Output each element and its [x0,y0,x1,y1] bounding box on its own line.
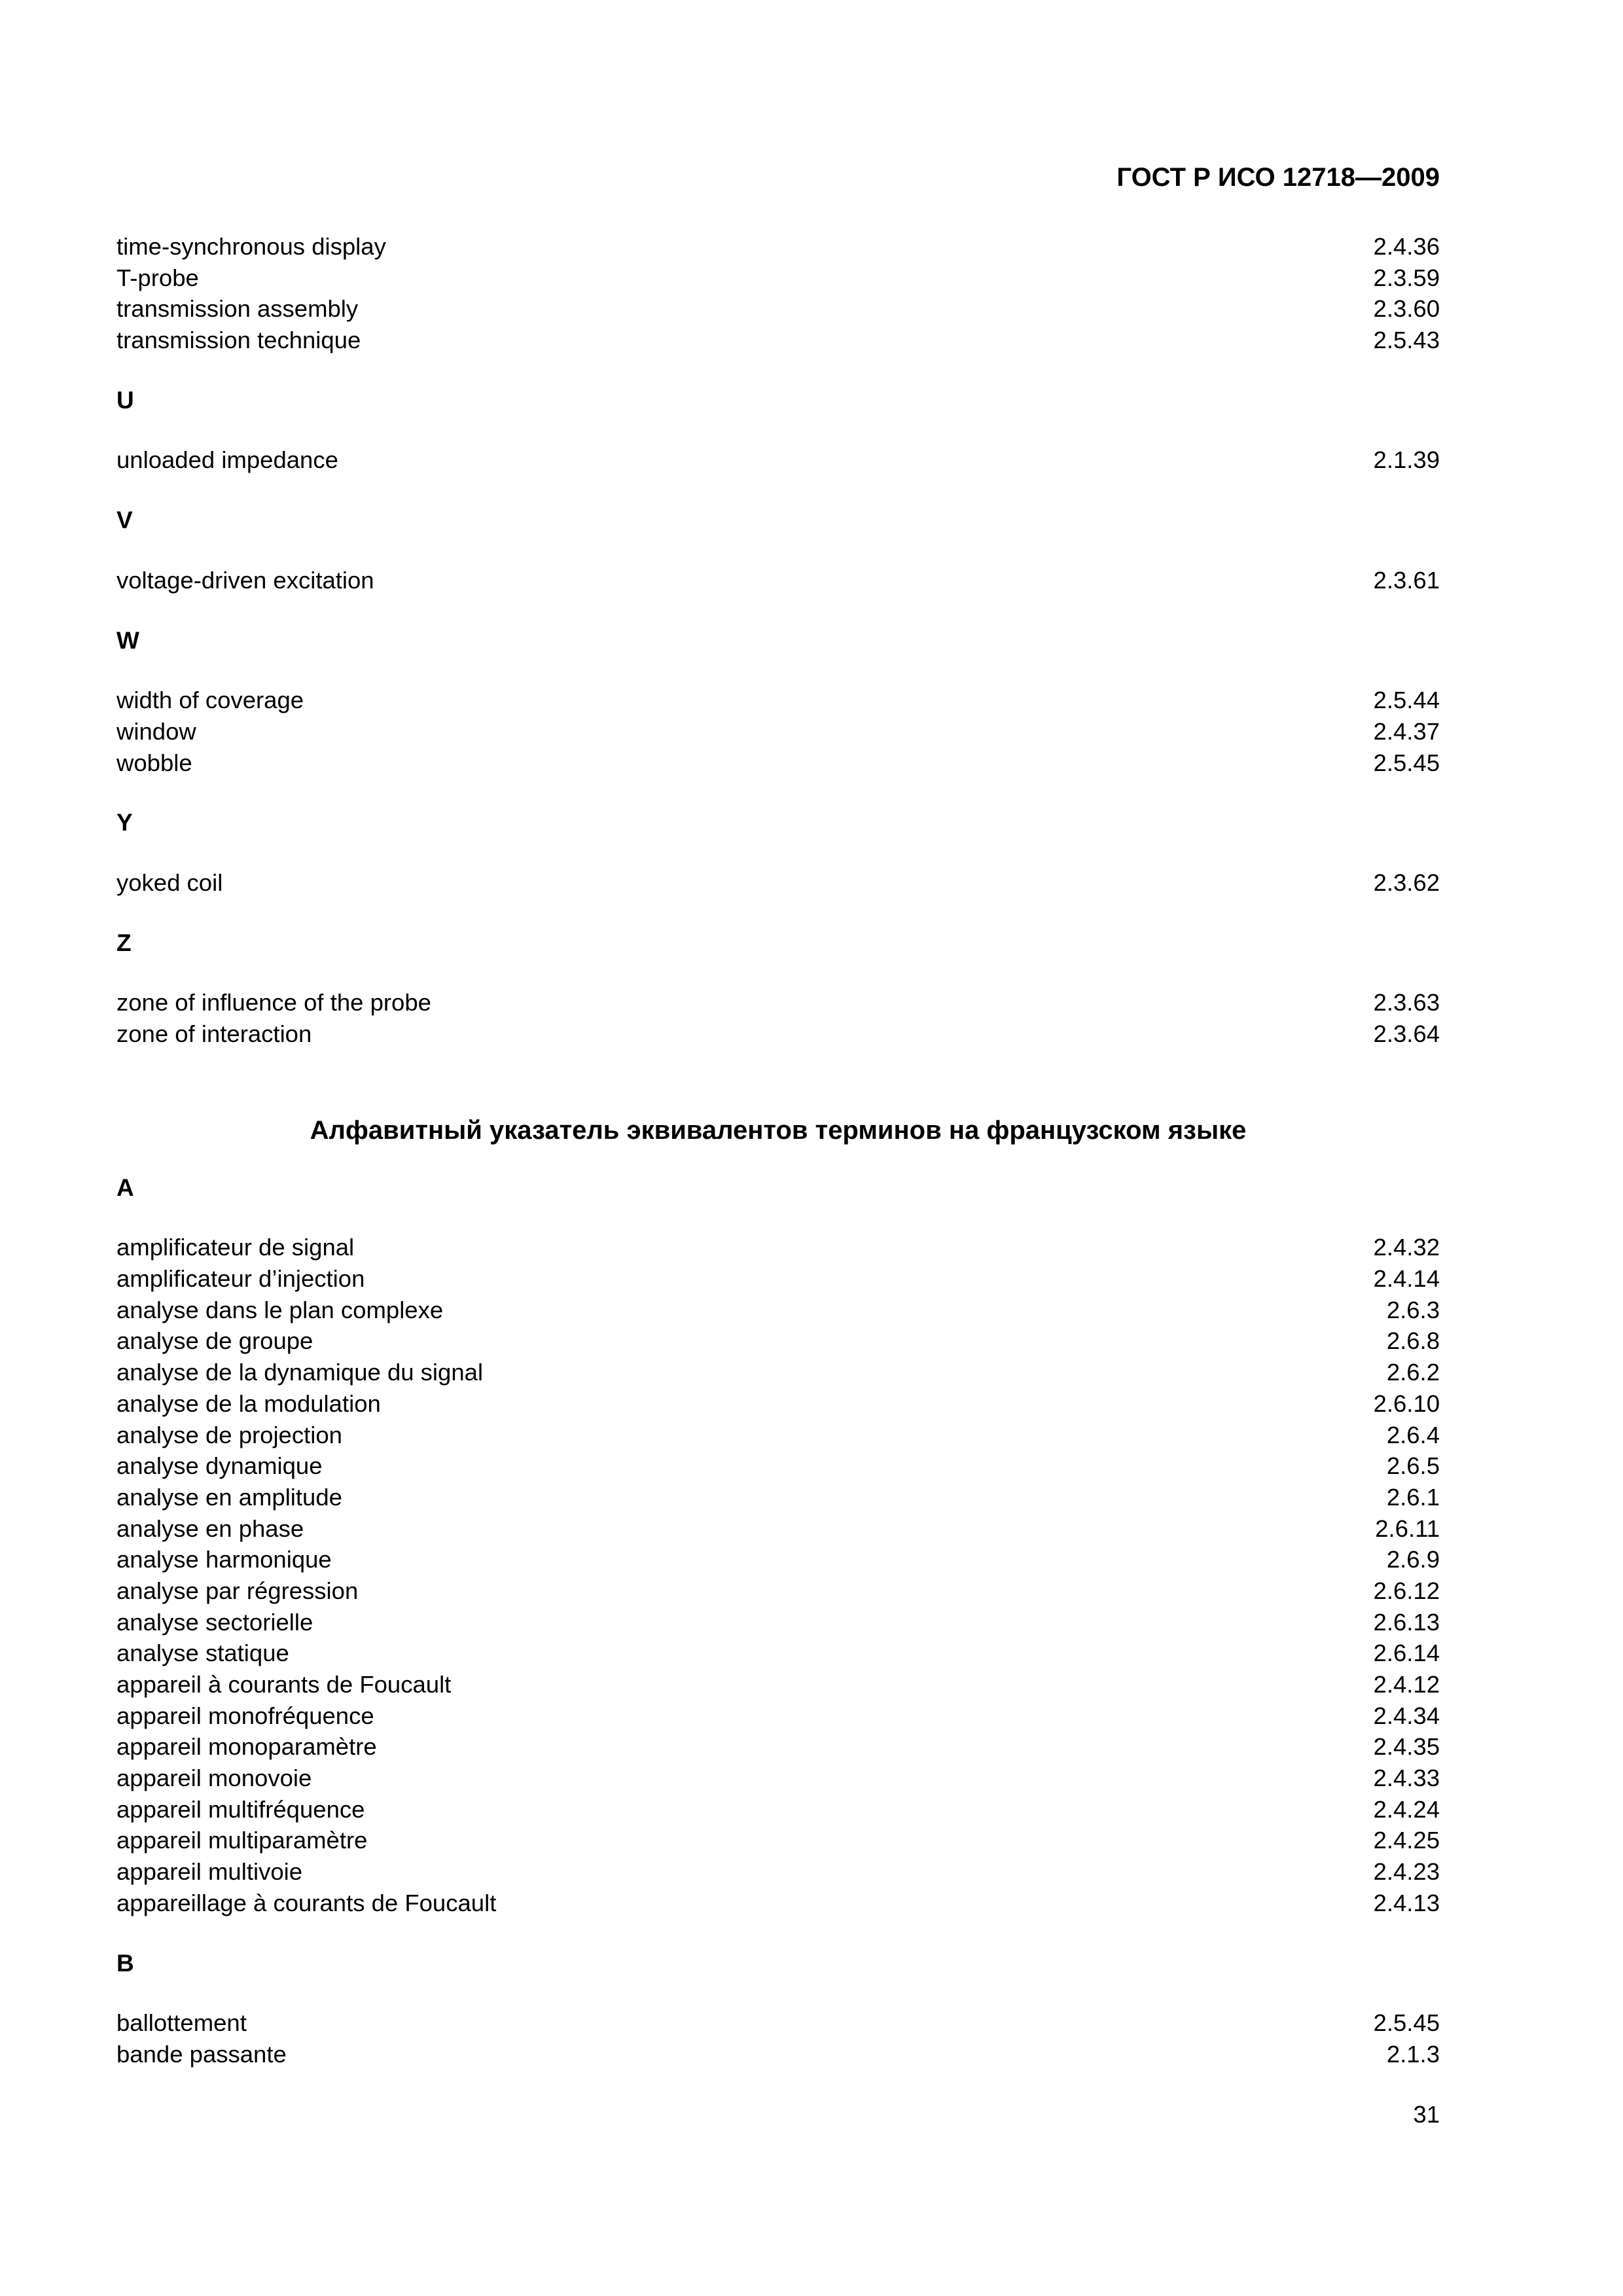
index-term-reference: 2.4.12 [1373,1671,1440,1698]
document-page [116,0,1440,2296]
index-term-reference: 2.3.62 [1373,869,1440,896]
index-entry [116,987,1440,1018]
index-term-reference: 2.6.3 [1386,1296,1440,1323]
index-term-reference: 2.6.2 [1386,1359,1440,1386]
index-term-reference: 2.4.14 [1373,1265,1440,1293]
index-term-reference: 2.4.35 [1373,1733,1440,1761]
index-term: analyse de la modulation [116,1390,381,1417]
index-term: analyse de groupe [116,1327,313,1355]
index-term: analyse de projection [116,1421,342,1448]
index-entry [116,1731,1440,1763]
index-term: analyse statique [116,1640,289,1667]
section-title: Алфавитный указатель эквивалентов терминов на французском языке [310,1115,1247,1145]
index-term: appareil à courants de Foucault [116,1671,452,1698]
index-entry [116,1794,1440,1825]
index-entry [116,444,1440,476]
index-term: analyse harmonique [116,1546,332,1573]
index-entry [116,1669,1440,1700]
index-term-reference: 2.3.60 [1373,295,1440,323]
index-term-reference: 2.1.3 [1386,2040,1440,2068]
index-term: appareil multifréquence [116,1795,365,1823]
index-term: appareil monovoie [116,1765,312,1792]
index-term: transmission technique [116,327,361,354]
index-term-reference: 2.3.61 [1373,566,1440,594]
index-term: appareil multiparamètre [116,1827,368,1854]
index-term: transmission assembly [116,295,359,323]
index-entry [116,1544,1440,1575]
index-term-reference: 2.4.23 [1373,1858,1440,1886]
index-entry [116,1420,1440,1451]
index-entry-group [116,565,1440,596]
index-term-reference: 2.4.37 [1373,717,1440,745]
index-entry [116,867,1440,899]
index-term: width of coverage [116,687,304,714]
index-term-reference: 2.6.8 [1386,1327,1440,1355]
index-term-reference: 2.6.5 [1386,1452,1440,1480]
index-entry [116,325,1440,356]
index-term-reference: 2.4.34 [1373,1702,1440,1729]
index-entry [116,1388,1440,1420]
index-term-reference: 2.4.36 [1373,233,1440,260]
index-term: analyse dynamique [116,1452,323,1480]
index-entry [116,1357,1440,1388]
index-entry [116,1700,1440,1732]
index-term-reference: 2.6.12 [1373,1577,1440,1604]
index-letter-heading: B [116,1949,134,1977]
index-entry [116,1856,1440,1888]
index-letter-heading: A [116,1174,134,1201]
index-term: appareil monoparamètre [116,1733,377,1761]
index-entry [116,1325,1440,1357]
index-term-reference: 2.5.44 [1373,687,1440,714]
index-term-reference: 2.4.33 [1373,1765,1440,1792]
index-term-reference: 2.3.59 [1373,264,1440,291]
index-term-reference: 2.5.45 [1373,749,1440,776]
index-entry [116,1888,1440,1919]
index-term: voltage-driven excitation [116,566,374,594]
index-term: zone of interaction [116,1020,312,1047]
index-term-reference: 2.4.25 [1373,1827,1440,1854]
index-entry-group [116,685,1440,778]
index-letter-heading: V [116,507,133,534]
index-term: unloaded impedance [116,446,338,474]
index-term-reference: 2.5.43 [1373,327,1440,354]
page-number: 31 [1413,2101,1440,2128]
index-entry-group [116,231,1440,356]
index-term-reference: 2.6.13 [1373,1608,1440,1636]
index-term: wobble [116,749,192,776]
index-letter-heading: W [116,626,139,654]
index-term-reference: 2.6.10 [1373,1390,1440,1417]
index-term: appareil multivoie [116,1858,303,1886]
index-term: appareil monofréquence [116,1702,374,1729]
index-term: analyse sectorielle [116,1608,313,1636]
index-entry [116,747,1440,779]
index-entry [116,1232,1440,1263]
index-term: T-probe [116,264,199,291]
index-term: analyse en phase [116,1515,304,1542]
index-entry [116,1263,1440,1295]
index-term-reference: 2.1.39 [1373,446,1440,474]
index-entry-group [116,2007,1440,2070]
index-term: amplificateur d’injection [116,1265,365,1293]
index-term-reference: 2.6.1 [1386,1483,1440,1511]
index-term: analyse par régression [116,1577,359,1604]
index-entry [116,1575,1440,1607]
index-term-reference: 2.6.9 [1386,1546,1440,1573]
index-term-reference: 2.4.13 [1373,1889,1440,1916]
index-entry-group [116,987,1440,1049]
index-term-reference: 2.6.11 [1375,1515,1440,1542]
index-entry [116,1450,1440,1482]
index-entry [116,1607,1440,1638]
index-entry [116,1825,1440,1856]
index-letter-heading: Z [116,929,132,956]
index-entry [116,1513,1440,1545]
index-entry [116,685,1440,716]
index-term-reference: 2.6.14 [1373,1640,1440,1667]
index-term: analyse dans le plan complexe [116,1296,444,1323]
index-term-reference: 2.3.63 [1373,989,1440,1016]
index-entry [116,1763,1440,1794]
index-content [116,231,1440,2070]
index-letter-heading: Y [116,809,133,836]
index-term: amplificateur de signal [116,1234,355,1261]
index-entry [116,716,1440,747]
index-term: analyse de la dynamique du signal [116,1359,484,1386]
index-term-reference: 2.6.4 [1386,1421,1440,1448]
index-entry [116,1638,1440,1669]
index-entry [116,293,1440,325]
document-header-code: ГОСТ Р ИСО 12718—2009 [1116,163,1440,192]
index-term: appareillage à courants de Foucault [116,1889,497,1916]
index-term: bande passante [116,2040,287,2068]
index-entry-group [116,444,1440,476]
index-term-reference: 2.4.32 [1373,1234,1440,1261]
index-entry [116,1018,1440,1050]
index-term: ballottement [116,2009,247,2037]
index-entry [116,1482,1440,1513]
index-term: yoked coil [116,869,223,896]
index-entry [116,262,1440,294]
index-term: zone of influence of the probe [116,989,431,1016]
index-term: time-synchronous display [116,233,386,260]
index-entry-group [116,1232,1440,1918]
index-term-reference: 2.4.24 [1373,1795,1440,1823]
index-entry [116,2039,1440,2070]
index-entry [116,1295,1440,1326]
index-entry [116,231,1440,262]
index-term: window [116,717,196,745]
index-term-reference: 2.3.64 [1373,1020,1440,1047]
index-entry [116,565,1440,596]
index-letter-heading: U [116,386,134,414]
index-term-reference: 2.5.45 [1373,2009,1440,2037]
index-term: analyse en amplitude [116,1483,342,1511]
index-entry-group [116,867,1440,899]
index-entry [116,2007,1440,2039]
